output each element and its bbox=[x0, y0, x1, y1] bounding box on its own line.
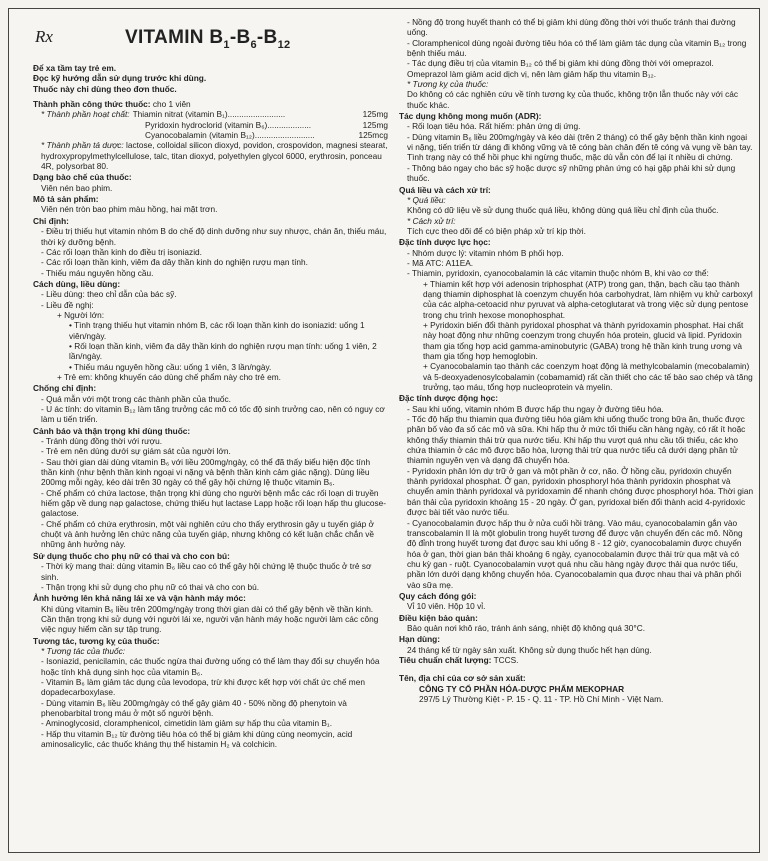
pd-item: - Nhóm dược lý: vitamin nhóm B phối hợp. bbox=[407, 247, 564, 258]
leaflet-page bbox=[8, 8, 760, 853]
composition-heading: Thành phần công thức thuốc: bbox=[33, 99, 151, 110]
active-1-name: Thiamin nitrat (vitamin B₁)......................... bbox=[132, 109, 286, 120]
pd-item: - Thiamin, pyridoxin, cyanocobalamin là các vitamin thuộc nhóm B, khi vào cơ thể: bbox=[407, 268, 709, 279]
title-dash1: -B bbox=[229, 27, 251, 48]
interactions-heading: Tương tác, tương kỵ của thuốc: bbox=[33, 635, 160, 646]
pk-item: - Cyanocobalamin được hấp thu ở nửa cuối hồi tràng. Vào máu, cyanocobalamin gắn vào transcobalamin II là một globulin trong huyết tương để được vận chuyển đến các mô. Nồng độ đỉnh trong huyết tương đạt được sau khi uống 8 - 12 giờ, cyanocobalamin được chuyển hóa ở gan, thời gian bán thải khoảng 6 ngày, cyanocobalamin được thải trừ qua mật và có chu kỳ gan - ruột. Cyanocobalamin vượt quá nhu cầu hàng ngày được thải qua nước tiểu, phần lớn dưới dạng không chuyển hóa. Cyanocobalamin qua được nhau thai và phân phối vào sữa mẹ. bbox=[407, 517, 743, 590]
manufacturer-name: CÔNG TY CỔ PHẦN HÓA-DƯỢC PHẨM MEKOPHAR bbox=[419, 683, 625, 694]
caution-item: - Trẻ em nên dùng dưới sự giám sát của người lớn. bbox=[41, 446, 231, 457]
pd-item: + Pyridoxin biến đổi thành pyridoxal phosphat và thành pyridoxamin phosphat. Hai chất này hoạt động như những coenzym trong chuyển hóa protein, glucid và lipid. Pyridoxin tham gia tổng hợp acid gamma-aminobutyric (GABA) trong hệ thần kinh trung ương và tham gia tổng hợp hemoglobin. bbox=[423, 319, 744, 361]
interaction-item: - Hấp thu vitamin B₁₂ từ đường tiêu hóa có thể bị giảm khi dùng cùng neomycin, acid aminosalicylic, các thuốc kháng thụ thể histamin H₂ và colchicin. bbox=[41, 728, 353, 749]
incompat-label: * Tương kỵ của thuốc: bbox=[407, 79, 489, 90]
active-2-amount: 125mg bbox=[362, 119, 388, 130]
title-main: VITAMIN B bbox=[125, 27, 224, 48]
interaction-item: - Vitamin B₆ làm giảm tác dụng của levodopa, trừ khi được kết hợp với chất ức chế men dopadecarboxylase. bbox=[41, 676, 365, 698]
interaction-item: - Isoniazid, penicilamin, các thuốc ngừa thai đường uống có thể làm thay đổi sự chuyển hóa hoặc tính khả dụng sinh học của vitamin B₆. bbox=[41, 656, 380, 677]
composition-basis: cho 1 viên bbox=[150, 99, 191, 110]
active-3-name: Cyanocobalamin (vitamin B₁₂).......................... bbox=[145, 130, 315, 141]
interaction-item: - Aminoglycosid, cloramphenicol, cimetidin làm giảm sự hấp thu của vitamin B₁. bbox=[41, 718, 333, 729]
indication-item: - Các rối loạn thần kinh, viêm đa dây thần kinh do nghiện rượu mạn tính. bbox=[41, 257, 308, 268]
standard-text: TCCS. bbox=[491, 654, 519, 665]
active-1-amount: 125mg bbox=[362, 109, 388, 120]
overdose-text: Không có dữ liệu về sử dụng thuốc quá liều, không dùng quá liều chỉ định của thuốc. bbox=[407, 205, 719, 216]
caution-item: - Chế phẩm có chứa erythrosin, một vài nghiên cứu cho thấy erythrosin gây u tuyến giáp ở chuột và ảnh hưởng lên chức năng của tuyến giáp, nhưng không có kết luận chắc chắn về những ảnh hưởng này. bbox=[41, 518, 375, 550]
active-3-amount: 125mcg bbox=[358, 130, 388, 141]
incompat-text: Do không có các nghiên cứu về tính tương kỵ của thuốc, không trộn lẫn thuốc này với các thuốc khác. bbox=[407, 89, 739, 110]
pregnancy-heading: Sử dụng thuốc cho phụ nữ có thai và cho con bú: bbox=[33, 550, 230, 561]
contra-heading: Chống chỉ định: bbox=[33, 383, 97, 394]
caution-item: - Tránh dùng đồng thời với rượu. bbox=[41, 436, 163, 447]
pk-item: - Pyridoxin phân lớn dự trữ ở gan và một phần ở cơ, não. Ở hồng cầu, pyridoxin chuyển thành pyridoxal phosphat. Ở gan, pyridoxin phosphoryl hóa thành pyridoxin phosphat và chuyển amin thành pyridoxal và pyridoxamin để nhanh chóng được phosphoryl hóa. Thời gian bán thải của pyridoxin khoảng 15 - 20 ngày. Ở gan, pyridoxal biến đổi thành acid 4-pyridoxic được bài tiết vào nước tiểu. bbox=[407, 465, 754, 518]
title-sub12: 12 bbox=[277, 38, 291, 51]
interaction-item: - Cloramphenicol dùng ngoài đường tiêu hóa có thể làm giảm tác dụng của vitamin B₁₂ trong bệnh thiếu máu. bbox=[407, 37, 747, 59]
description-heading: Mô tả sản phẩm: bbox=[33, 194, 99, 205]
warning-1: Để xa tầm tay trẻ em. bbox=[33, 63, 117, 73]
usage-adult-item: • Thiếu máu nguyên hồng cầu: uống 1 viên, 3 lần/ngày. bbox=[69, 361, 272, 372]
indication-item: - Điều trị thiếu hụt vitamin nhóm B do chế độ dinh dưỡng như suy nhược, chán ăn, thiếu máu, thời kỳ dưỡng bệnh. bbox=[41, 226, 387, 247]
manufacturer-heading: Tên, địa chỉ của cơ sở sản xuất: bbox=[399, 673, 526, 684]
indications-heading: Chỉ định: bbox=[33, 215, 69, 226]
packaging-text: Vỉ 10 viên. Hộp 10 vỉ. bbox=[407, 601, 486, 612]
usage-child: + Trẻ em: không khuyến cáo dùng chế phẩm này cho trẻ em. bbox=[57, 371, 281, 382]
interaction-item: - Tác dụng điều trị của vitamin B₁₂ có thể bị giảm khi dùng đồng thời với omeprazol. Omeprazol làm giảm acid dịch vị, nên làm giảm hấp thu vitamin B₁₂. bbox=[407, 58, 714, 79]
contra-item: - U ác tính: do vitamin B₁₂ làm tăng trưởng các mô có tốc độ sinh trưởng cao, nên có nguy cơ làm u tiến triển. bbox=[41, 404, 385, 425]
interaction-item: - Dùng vitamin B₆ liều 200mg/ngày có thể gây giảm 40 - 50% nồng độ phenytoin và phenobarbital trong máu ở một số người bệnh. bbox=[41, 697, 347, 718]
usage-adult: + Người lớn: bbox=[57, 309, 105, 320]
description-text: Viên nén tròn bao phim màu hồng, hai mặt trơn. bbox=[41, 204, 218, 215]
caution-item: - Sau thời gian dài dùng vitamin B₆ với liều 200mg/ngày, có thể đã thấy biểu hiện độc tính thần kinh (như bệnh thần kinh ngoại vi nặng và bệnh thần kinh cảm giác nặng). Dùng liều 200mg mỗi ngày, kéo dài trên 30 ngày có thể gây hội chứng lệ thuộc vitamin B₆. bbox=[41, 456, 371, 488]
left-column bbox=[33, 63, 388, 749]
usage-line: - Liều đề nghị: bbox=[41, 299, 94, 310]
excipients-text: lactose, colloidal silicon dioxyd, povidon, crospovidon, magnesi stearat, hydroxypropylmethylcellulose, talc, titan dioxyd, polyethylen glycol 6000, erythrosin, ponceau 4R, polysorbat 80. bbox=[41, 140, 388, 172]
dosage-form-text: Viên nén bao phim. bbox=[41, 182, 113, 193]
title-sub1: 1 bbox=[223, 38, 230, 51]
usage-line: - Liều dùng: theo chỉ dẫn của bác sỹ. bbox=[41, 289, 177, 300]
contra-item: - Quá mẫn với một trong các thành phần của thuốc. bbox=[41, 393, 231, 404]
adr-item: - Thông báo ngay cho bác sỹ hoặc dược sỹ những phản ứng có hại gặp phải khi sử dụng thuốc. bbox=[407, 162, 736, 184]
pk-item: - Sau khi uống, vitamin nhóm B được hấp thu ngay ở đường tiêu hóa. bbox=[407, 403, 664, 414]
overdose-sub: * Quá liều: bbox=[407, 194, 446, 205]
packaging-heading: Quy cách đóng gói: bbox=[399, 590, 477, 601]
title-sub6: 6 bbox=[250, 38, 257, 51]
pd-item: + Cyanocobalamin tạo thành các coenzym hoạt động là methylcobalamin (mecobalamin) và 5-deoxyadenosylcobalamin (cobamamid) rất cần thiết cho các tế bào sao chép và tăng trưởng, tạo máu, tổng hợp nucleoprotein và myelin. bbox=[423, 361, 753, 393]
pharmacodynamics-heading: Đặc tính dược lực học: bbox=[399, 237, 491, 248]
adr-item: - Dùng vitamin B₆ liều 200mg/ngày và kéo dài (trên 2 tháng) có thể gây bệnh thần kinh ngoại vi nặng, tiến triển từ dáng đi không vững và tê cóng bàn chân đến tê cóng và vụng về bàn tay. Tình trạng này có thể hồi phục khi ngừng thuốc, mặc dù vẫn còn để lại ít nhiều di chứng. bbox=[407, 131, 753, 163]
active-label: * Thành phần hoạt chất: bbox=[41, 109, 130, 120]
adr-item: - Rối loạn tiêu hóa. Rất hiếm: phản ứng dị ứng. bbox=[407, 121, 581, 132]
driving-text: Khi dùng vitamin B₆ liều trên 200mg/ngày trong thời gian dài có thể gây bệnh về thần kinh. Cần thận trọng khi sử dụng với người lái xe, người vận hành máy hoặc người làm các công việc nguy hiểm cần sự tập trung. bbox=[41, 603, 379, 635]
title-dash2: -B bbox=[256, 27, 278, 48]
right-column bbox=[399, 17, 754, 704]
indication-item: - Thiếu máu nguyên hồng cầu. bbox=[41, 267, 154, 278]
pd-item: + Thiamin kết hợp với adenosin triphosphat (ATP) trong gan, thận, bạch cầu tạo thành dạng thiamin diphosphat là coenzym chuyển hóa carbohydrat, làm nhiệm vụ khử carboxyl của các alpha-cetoacid như pyruvat và alpha-cetoglutarat và trong việc sử dụng pentose trong chu trình hexose monophosphat. bbox=[423, 278, 753, 320]
manufacturer-address: 297/5 Lý Thường Kiệt - P. 15 - Q. 11 - TP. Hồ Chí Minh - Việt Nam. bbox=[419, 694, 664, 704]
product-title bbox=[125, 27, 290, 51]
pregnancy-item: - Thời kỳ mang thai: dùng vitamin B₆ liều cao có thể gây hội chứng lệ thuộc thuốc ở trẻ sơ sinh. bbox=[41, 561, 372, 582]
indication-item: - Các rối loạn thần kinh do điều trị isoniazid. bbox=[41, 246, 202, 257]
usage-adult-item: • Tình trạng thiếu hụt vitamin nhóm B, các rối loạn thần kinh do isoniazid: uống 1 viên/ngày. bbox=[69, 320, 365, 341]
driving-heading: Ảnh hưởng lên khả năng lái xe và vận hành máy móc: bbox=[33, 593, 246, 604]
shelf-heading: Hạn dùng: bbox=[399, 634, 441, 645]
usage-adult-item: • Rối loạn thần kinh, viêm đa dây thần kinh do nghiện rượu mạn tính: uống 1 viên, 2 lần/ngày. bbox=[69, 340, 377, 362]
storage-text: Bảo quản nơi khô ráo, tránh ánh sáng, nhiệt độ không quá 30°C. bbox=[407, 622, 646, 633]
pregnancy-item: - Thận trọng khi sử dụng cho phụ nữ có thai và cho con bú. bbox=[41, 581, 260, 592]
standard-heading: Tiêu chuẩn chất lượng: bbox=[399, 654, 492, 665]
interaction-item: - Nồng độ trong huyết thanh có thể bị giảm khi dùng đồng thời với thuốc tránh thai đường uống. bbox=[407, 17, 736, 38]
excipients-label: * Thành phần tá dược: bbox=[41, 140, 124, 151]
pharmacokinetics-heading: Đặc tính dược động học: bbox=[399, 393, 499, 404]
overdose-text: Tích cực theo dõi để có biện pháp xử trí kịp thời. bbox=[407, 225, 586, 236]
cautions-heading: Cảnh báo và thận trọng khi dùng thuốc: bbox=[33, 425, 191, 436]
overdose-sub: * Cách xử trí: bbox=[407, 215, 456, 226]
caution-item: - Chế phẩm có chứa lactose, thận trọng khi dùng cho người bệnh mắc các rối loạn di truyền hiếm gặp về dung nạp galactose, chứng thiếu hụt lactase Lapp hoặc rối loạn hấp thu glucose-galactose. bbox=[41, 487, 387, 519]
warning-3: Thuốc này chỉ dùng theo đơn thuốc. bbox=[33, 83, 177, 94]
warning-2: Đọc kỹ hướng dẫn sử dụng trước khi dùng. bbox=[33, 73, 207, 84]
rx-symbol: Rx bbox=[35, 27, 53, 46]
pk-item: - Tốc độ hấp thu thiamin qua đường tiêu hóa giảm khi uống thuốc trong bữa ăn, thuốc được phân bố vào đa số các mô và sữa. Khi hấp thu ở mức tối thiểu cần hàng ngày, có rất ít hoặc không thấy thiamin thải trừ qua nước tiểu. Khi hấp thu vượt quá nhu cầu tối thiểu, các kho chứa thiamin ở các mô được bão hòa, lượng thải trừ qua nước tiểu cả dưới dạng phân tử thiamin nguyên vẹn và dạng đã chuyển hóa. bbox=[407, 414, 746, 466]
usage-heading: Cách dùng, liều dùng: bbox=[33, 278, 121, 289]
overdose-heading: Quá liều và cách xử trí: bbox=[399, 184, 491, 195]
adr-heading: Tác dụng không mong muốn (ADR): bbox=[399, 111, 542, 122]
dosage-form-heading: Dạng bào chế của thuốc: bbox=[33, 172, 132, 183]
shelf-text: 24 tháng kể từ ngày sản xuất. Không sử dụng thuốc hết hạn dùng. bbox=[407, 644, 652, 655]
storage-heading: Điều kiện bảo quản: bbox=[399, 612, 478, 623]
interactions-sub: * Tương tác của thuốc: bbox=[41, 645, 126, 656]
active-2-name: Pyridoxin hydroclorid (vitamin B₆)................... bbox=[145, 119, 312, 130]
pd-item: - Mã ATC: A11EA. bbox=[407, 257, 474, 268]
